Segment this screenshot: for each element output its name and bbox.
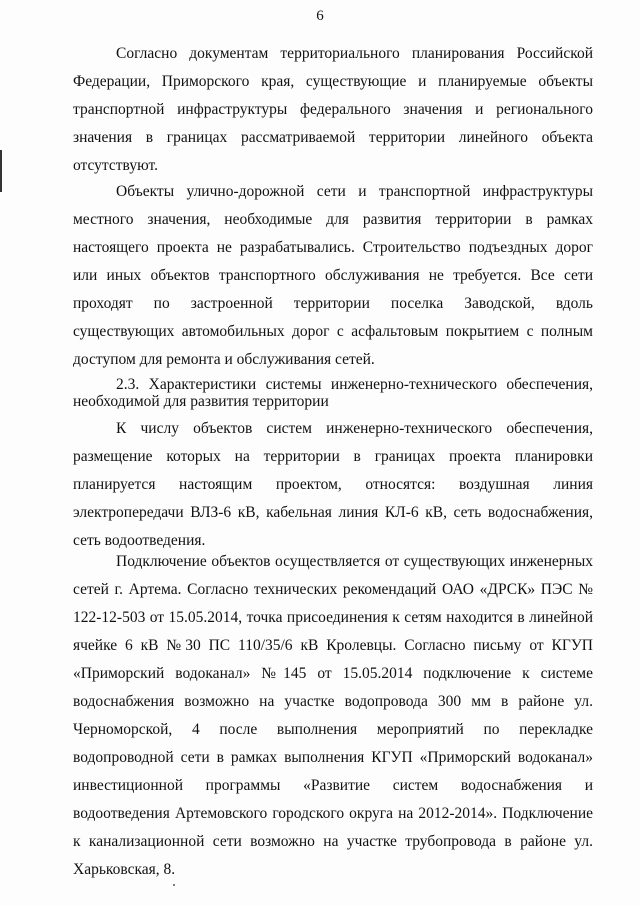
paragraph-connection [73,548,593,884]
paragraph-text: Подключение объектов осуществляется от существующих инженерных сетей г. Артема. Согласно технических рекомендаций ОАО «ДРСК» ПЭС № 122-12-503 от 15.05.2014, точка присоединения к сетям находится в линейной ячейке 6 кВ №30 ПС 110/35/6 кВ Кролевцы. Согласно письму от КГУП «Приморский водоканал» №145 от 15.05.2014 подключение к системе водоснабжения возможно на участке водопровода 300 мм в районе ул. Черноморской, 4 после выполнения мероприятий по перекладке водопроводной сети в рамках выполнения КГУП «Приморский водоканал» инвестиционной программы «Развитие систем водоснабжения и водоотведения Артемовского городского округа на 2012-2014». Подключение к канализационной сети возможно на участке трубопровода в районе ул. Харьковская, 8. [73,553,593,878]
section-heading-text: 2.3. Характеристики системы инженерно-технического обеспечения, необходимой для развития территории [73,376,593,410]
margin-mark [0,150,2,192]
paragraph-text: К числу объектов систем инженерно-технического обеспечения, размещение которых на территории в границах проекта планировки планируется настоящим проектом, относятся: воздушная линия электропередачи ВЛЗ-6 кВ, кабельная линия КЛ-6 кВ, сеть водоснабжения, сеть водоотведения. [73,420,593,549]
paragraph-road-network [73,178,593,374]
paragraph-transport-federal [73,40,593,180]
scan-speck [173,884,175,886]
section-heading [73,376,593,410]
paragraph-text: Объекты улично-дорожной сети и транспортной инфраструктуры местного значения, необходимые для развития территории в рамках настоящего проекта не разрабатывались. Строительство подъездных дорог или иных объектов транспортного обслуживания не требуется. Все сети проходят по застроенной территории поселка Заводской, вдоль существующих автомобильных дорог с асфальтовым покрытием с полным доступом для ремонта и обслуживания сетей. [73,183,593,368]
paragraph-text: Согласно документам территориального планирования Российской Федерации, Приморского края, существующие и планируемые объекты транспортной инфраструктуры федерального значения и регионального значения в границах рассматриваемой территории линейного объекта отсутствуют. [73,45,593,174]
page-number: 6 [316,8,324,24]
paragraph-engineering-objects [73,415,593,555]
